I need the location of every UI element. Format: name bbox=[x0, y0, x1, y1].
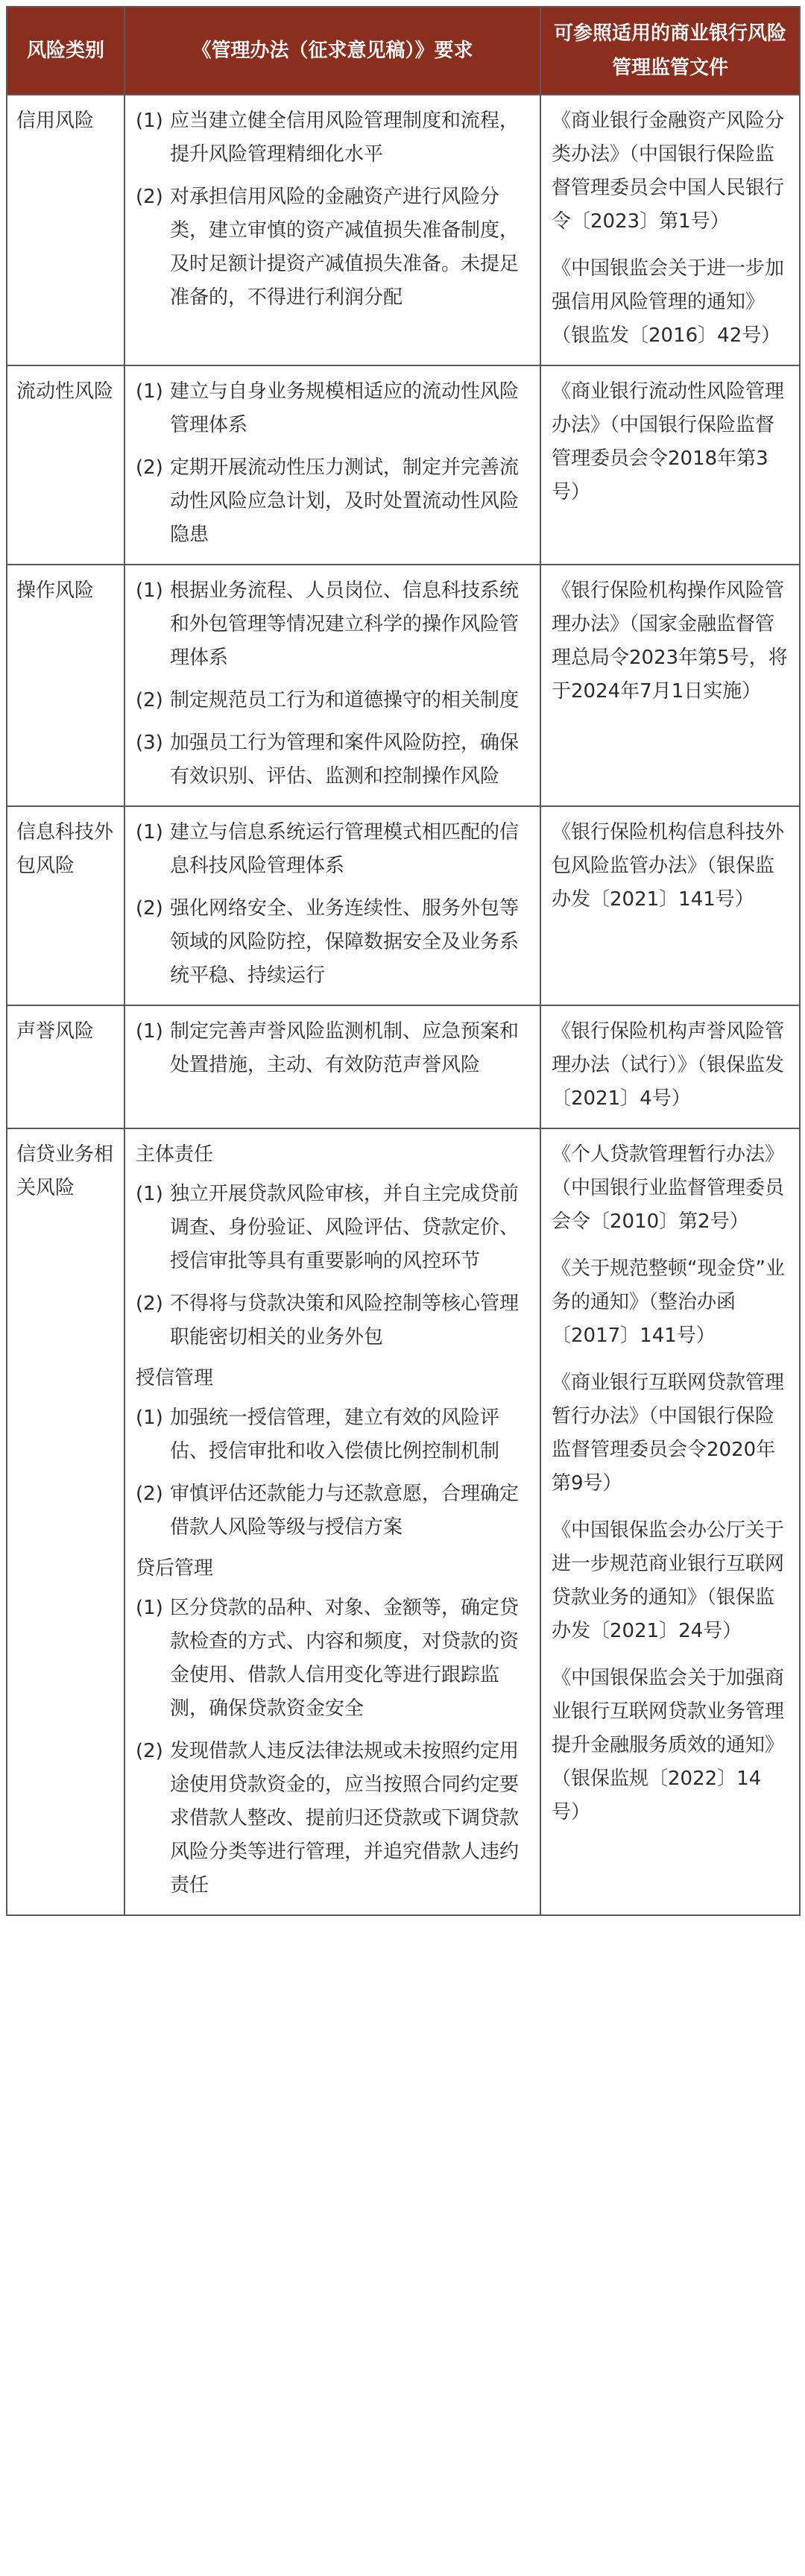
requirement-item bbox=[136, 1178, 529, 1278]
item-number: (1) bbox=[136, 1183, 163, 1205]
table-row bbox=[7, 806, 800, 1005]
requirement-item bbox=[136, 104, 529, 172]
requirement-item bbox=[136, 1735, 529, 1903]
item-number: (2) bbox=[136, 1292, 163, 1315]
item-text: 独立开展贷款风险审核，并自主完成贷前调查、身份验证、风险评估、贷款定价、授信审批等具有重要影响的风控环节 bbox=[170, 1183, 520, 1272]
requirement-item bbox=[136, 375, 529, 442]
header-regulatory-documents: 可参照适用的商业银行风险管理监管文件 bbox=[540, 7, 800, 95]
requirement-item bbox=[136, 1015, 529, 1082]
item-number: (1) bbox=[136, 1597, 163, 1619]
risk-comparison-table bbox=[6, 6, 801, 1916]
group-title: 授信管理 bbox=[136, 1367, 214, 1389]
requirements-cell bbox=[124, 1128, 540, 1915]
group-title: 贷后管理 bbox=[136, 1557, 214, 1580]
item-number: (3) bbox=[136, 732, 163, 754]
item-text: 区分贷款的品种、对象、金额等，确定贷款检查的方式、内容和频度，对贷款的资金使用、借款人信用变化等进行跟踪监测，确保贷款资金安全 bbox=[170, 1597, 520, 1720]
item-text: 加强员工行为管理和案件风险防控，确保有效识别、评估、监测和控制操作风险 bbox=[170, 732, 520, 788]
document-reference: 《中国银监会关于进一步加强信用风险管理的通知》（银监发〔2016〕42号） bbox=[552, 257, 785, 347]
group-title: 主体责任 bbox=[136, 1143, 214, 1166]
requirement-item bbox=[136, 816, 529, 883]
document-reference: 《银行保险机构操作风险管理办法》（国家金融监督管理总局令2023年第5号，将于2024年7月1日实施） bbox=[552, 579, 788, 703]
requirement-item bbox=[136, 892, 529, 993]
risk-category-cell: 流动性风险 bbox=[7, 365, 124, 565]
document-reference: 《商业银行金融资产风险分类办法》（中国银行保险监督管理委员会中国人民银行令〔2023〕第1号） bbox=[552, 110, 785, 233]
document-reference: 《关于规范整顿“现金贷”业务的通知》（整治办函〔2017〕141号） bbox=[552, 1257, 785, 1347]
requirement-item bbox=[136, 1401, 529, 1468]
item-text: 审慎评估还款能力与还款意愿，合理确定借款人风险等级与授信方案 bbox=[170, 1483, 520, 1539]
table-row bbox=[7, 1005, 800, 1128]
requirement-item bbox=[136, 726, 529, 794]
requirement-item bbox=[136, 1477, 529, 1545]
item-number: (1) bbox=[136, 380, 163, 403]
document-reference: 《中国银保监会关于加强商业银行互联网贷款业务管理提升金融服务质效的通知》（银保监规〔2022〕14号） bbox=[552, 1667, 785, 1823]
header-risk-category: 风险类别 bbox=[7, 7, 124, 95]
table-row bbox=[7, 95, 800, 365]
requirement-item bbox=[136, 451, 529, 552]
documents-cell bbox=[540, 565, 800, 806]
document-reference: 《个人贷款管理暂行办法》（中国银行业监督管理委员会令〔2010〕第2号） bbox=[552, 1143, 785, 1233]
documents-cell bbox=[540, 806, 800, 1005]
risk-category-cell: 信用风险 bbox=[7, 95, 124, 365]
item-number: (2) bbox=[136, 689, 163, 711]
requirements-cell bbox=[124, 1005, 540, 1128]
item-text: 发现借款人违反法律法规或未按照约定用途使用贷款资金的，应当按照合同约定要求借款人整改、提前归还贷款或下调贷款风险分类等进行管理，并追究借款人违约责任 bbox=[170, 1740, 520, 1897]
item-text: 定期开展流动性压力测试，制定并完善流动性风险应急计划，及时处置流动性风险隐患 bbox=[170, 456, 520, 546]
documents-cell bbox=[540, 1128, 800, 1915]
document-reference: 《银行保险机构信息科技外包风险监管办法》（银保监办发〔2021〕141号） bbox=[552, 821, 785, 911]
documents-cell bbox=[540, 1005, 800, 1128]
header-requirements: 《管理办法（征求意见稿）》要求 bbox=[124, 7, 540, 95]
document-reference: 《商业银行互联网贷款管理暂行办法》（中国银行保险监督管理委员会令2020年第9号） bbox=[552, 1372, 785, 1495]
item-number: (1) bbox=[136, 821, 163, 844]
requirements-cell bbox=[124, 95, 540, 365]
risk-category-cell: 操作风险 bbox=[7, 565, 124, 806]
table-row bbox=[7, 365, 800, 565]
item-text: 对承担信用风险的金融资产进行风险分类，建立审慎的资产减值损失准备制度，及时足额计提资产减值损失准备。未提足准备的，不得进行利润分配 bbox=[170, 186, 520, 309]
item-text: 根据业务流程、人员岗位、信息科技系统和外包管理等情况建立科学的操作风险管理体系 bbox=[170, 579, 520, 669]
documents-cell bbox=[540, 95, 800, 365]
requirements-cell bbox=[124, 565, 540, 806]
item-text: 建立与信息系统运行管理模式相匹配的信息科技风险管理体系 bbox=[170, 821, 520, 877]
item-number: (2) bbox=[136, 456, 163, 479]
requirement-item bbox=[136, 684, 529, 717]
item-text: 制定规范员工行为和道德操守的相关制度 bbox=[170, 689, 520, 711]
requirements-cell bbox=[124, 365, 540, 565]
document-reference: 《商业银行流动性风险管理办法》（中国银行保险监督管理委员会令2018年第3号） bbox=[552, 380, 785, 503]
document-reference: 《中国银保监会办公厅关于进一步规范商业银行互联网贷款业务的通知》（银保监办发〔2021〕24号） bbox=[552, 1519, 785, 1642]
item-text: 不得将与贷款决策和风险控制等核心管理职能密切相关的业务外包 bbox=[170, 1292, 520, 1348]
regulation-comparison-page bbox=[6, 6, 799, 1916]
item-text: 应当建立健全信用风险管理制度和流程，提升风险管理精细化水平 bbox=[170, 110, 520, 166]
table-row bbox=[7, 1128, 800, 1915]
requirement-item bbox=[136, 180, 529, 315]
item-number: (2) bbox=[136, 186, 163, 208]
item-number: (1) bbox=[136, 1020, 163, 1043]
table-row bbox=[7, 565, 800, 806]
requirement-item bbox=[136, 574, 529, 675]
item-number: (1) bbox=[136, 579, 163, 602]
item-number: (1) bbox=[136, 110, 163, 132]
requirement-item bbox=[136, 1592, 529, 1726]
risk-category-cell: 信息科技外包风险 bbox=[7, 806, 124, 1005]
item-text: 强化网络安全、业务连续性、服务外包等领域的风险防控，保障数据安全及业务系统平稳、持续运行 bbox=[170, 897, 520, 987]
documents-cell bbox=[540, 365, 800, 565]
table-header-row bbox=[7, 7, 800, 95]
item-number: (2) bbox=[136, 1740, 163, 1762]
item-number: (1) bbox=[136, 1407, 163, 1429]
item-text: 制定完善声誉风险监测机制、应急预案和处置措施，主动、有效防范声誉风险 bbox=[170, 1020, 520, 1076]
risk-category-cell: 声誉风险 bbox=[7, 1005, 124, 1128]
requirement-item bbox=[136, 1287, 529, 1354]
risk-category-cell: 信贷业务相关风险 bbox=[7, 1128, 124, 1915]
requirements-cell bbox=[124, 806, 540, 1005]
item-number: (2) bbox=[136, 897, 163, 920]
document-reference: 《银行保险机构声誉风险管理办法（试行）》（银保监发〔2021〕4号） bbox=[552, 1020, 785, 1110]
item-text: 加强统一授信管理，建立有效的风险评估、授信审批和收入偿债比例控制机制 bbox=[170, 1407, 500, 1463]
item-number: (2) bbox=[136, 1483, 163, 1505]
item-text: 建立与自身业务规模相适应的流动性风险管理体系 bbox=[170, 380, 520, 436]
